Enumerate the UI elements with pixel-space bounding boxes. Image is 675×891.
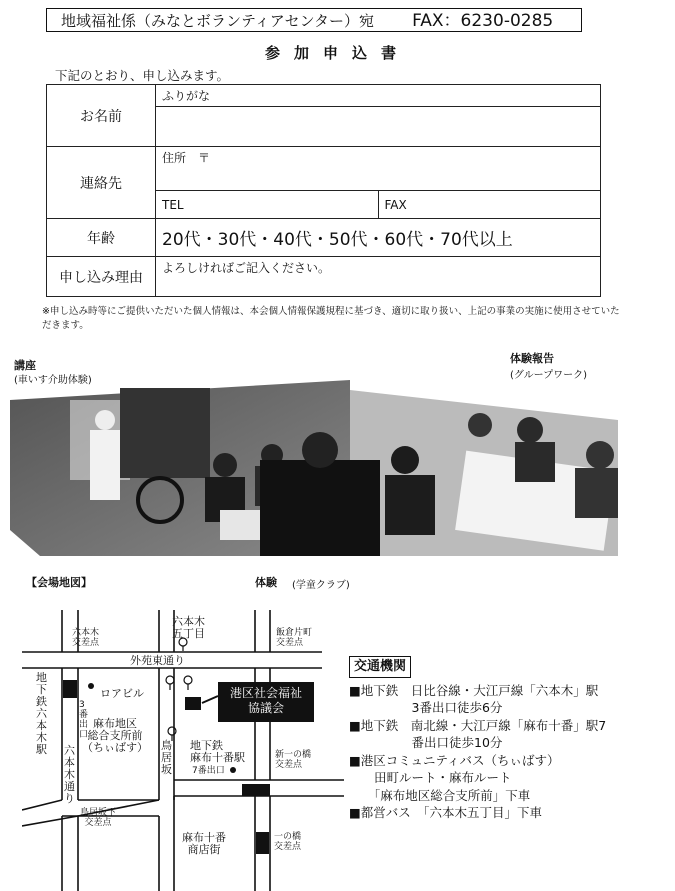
label-roppongi-dori: 六本木通り bbox=[64, 744, 75, 805]
addressee: 地域福祉係（みなとボランティアセンター）宛 bbox=[61, 12, 375, 30]
reason-hint: よろしければご記入ください。 bbox=[162, 261, 331, 275]
furigana-label: ふりがな bbox=[162, 89, 211, 103]
transit-line: ■都営バス 「六本木五丁目」下車 bbox=[349, 805, 543, 820]
transit-line: ■港区コミュニティバス（ちぃばす） bbox=[349, 752, 560, 768]
transit-line: 田町ルート・麻布ルート bbox=[349, 770, 512, 785]
name-field[interactable] bbox=[156, 107, 601, 147]
venue-map bbox=[22, 600, 344, 891]
label-azabu-station: 地下鉄 麻布十番駅 bbox=[190, 739, 245, 764]
label-toriizaka: 鳥居坂 bbox=[161, 739, 172, 776]
label-roppongi-station: 地下鉄六本木駅 bbox=[36, 671, 47, 756]
photo-left-title: 講座 bbox=[14, 359, 36, 372]
photo-right-sub: (グループワーク) bbox=[510, 370, 588, 381]
name-label: お名前 bbox=[47, 85, 156, 147]
venue-marker bbox=[185, 697, 201, 710]
age-options[interactable]: 20代・30代・40代・50代・60代・70代以上 bbox=[156, 219, 601, 257]
fax-field[interactable] bbox=[378, 191, 601, 219]
address-field[interactable] bbox=[156, 147, 601, 191]
label-iikura: 飯倉片町 交差点 bbox=[276, 628, 313, 648]
age-label: 年齢 bbox=[47, 219, 156, 257]
label-gaien: 外苑東通り bbox=[130, 654, 185, 667]
label-azabu-branch: 麻布地区 総合支所前 （ちぃばす） bbox=[82, 717, 148, 754]
address-label: 住所 〒 bbox=[162, 151, 211, 165]
furigana-field[interactable] bbox=[156, 85, 601, 107]
exp-title: 体験 bbox=[255, 576, 277, 589]
venue-label: 港区社会福祉 協議会 bbox=[218, 682, 314, 722]
ichinohashi-marker bbox=[256, 832, 269, 854]
fax-label: FAX bbox=[384, 197, 407, 212]
application-form bbox=[46, 84, 601, 297]
label-exit7: 7番出口 bbox=[192, 766, 225, 776]
transit-line: ■地下鉄 南北線・大江戸線「麻布十番」駅7 bbox=[349, 717, 607, 733]
form-title: 参加申込書 bbox=[264, 44, 410, 62]
label-roppongi5: 六本木 五丁目 bbox=[172, 615, 205, 640]
label-exit3: 3番出口 bbox=[79, 700, 89, 740]
transit-heading: 交通機関 bbox=[349, 656, 411, 678]
privacy-note: ※申し込み時等にご提供いただいた個人情報は、本会個人情報保護規程に基づき、適切に取り扱い、上記の事業の実施に使用させていただきます。 bbox=[42, 306, 620, 331]
azabu-station-marker bbox=[242, 784, 270, 796]
map-title: 【会場地図】 bbox=[26, 576, 92, 589]
label-azabu-shotengai: 麻布十番 商店街 bbox=[182, 831, 226, 856]
tel-field[interactable] bbox=[156, 191, 379, 219]
transit-line: 「麻布地区総合支所前」下車 bbox=[349, 787, 531, 803]
label-ichinohashi: 一の橋 交差点 bbox=[274, 832, 302, 852]
reason-label: 申し込み理由 bbox=[47, 257, 156, 297]
photo-left-sub: (車いす介助体験) bbox=[14, 375, 92, 386]
contact-label: 連絡先 bbox=[47, 147, 156, 219]
label-shinichi: 新一の橋 交差点 bbox=[275, 750, 312, 770]
reason-field[interactable] bbox=[156, 257, 601, 297]
label-roppongi-cross: 六本木 交差点 bbox=[72, 628, 100, 648]
fax-header bbox=[46, 8, 582, 32]
transit-line: 番出口徒歩10分 bbox=[349, 735, 503, 750]
roppongi-station-marker bbox=[63, 680, 77, 698]
tel-label: TEL bbox=[162, 197, 184, 212]
transit-line: 3番出口徒歩6分 bbox=[349, 700, 503, 715]
exp-sub: (学童クラブ) bbox=[292, 580, 350, 591]
label-toriizaka-shita: 鳥居坂下 交差点 bbox=[80, 808, 117, 828]
transit-line: ■地下鉄 日比谷線・大江戸線「六本木」駅 bbox=[349, 682, 599, 698]
label-roa: ロアビル bbox=[100, 687, 144, 700]
fax-number: FAX：6230-0285 bbox=[412, 11, 554, 31]
transit-info bbox=[349, 656, 659, 822]
event-photos bbox=[10, 380, 618, 556]
photo-right-title: 体験報告 bbox=[510, 352, 554, 365]
form-intro: 下記のとおり、申し込みます。 bbox=[55, 68, 230, 83]
